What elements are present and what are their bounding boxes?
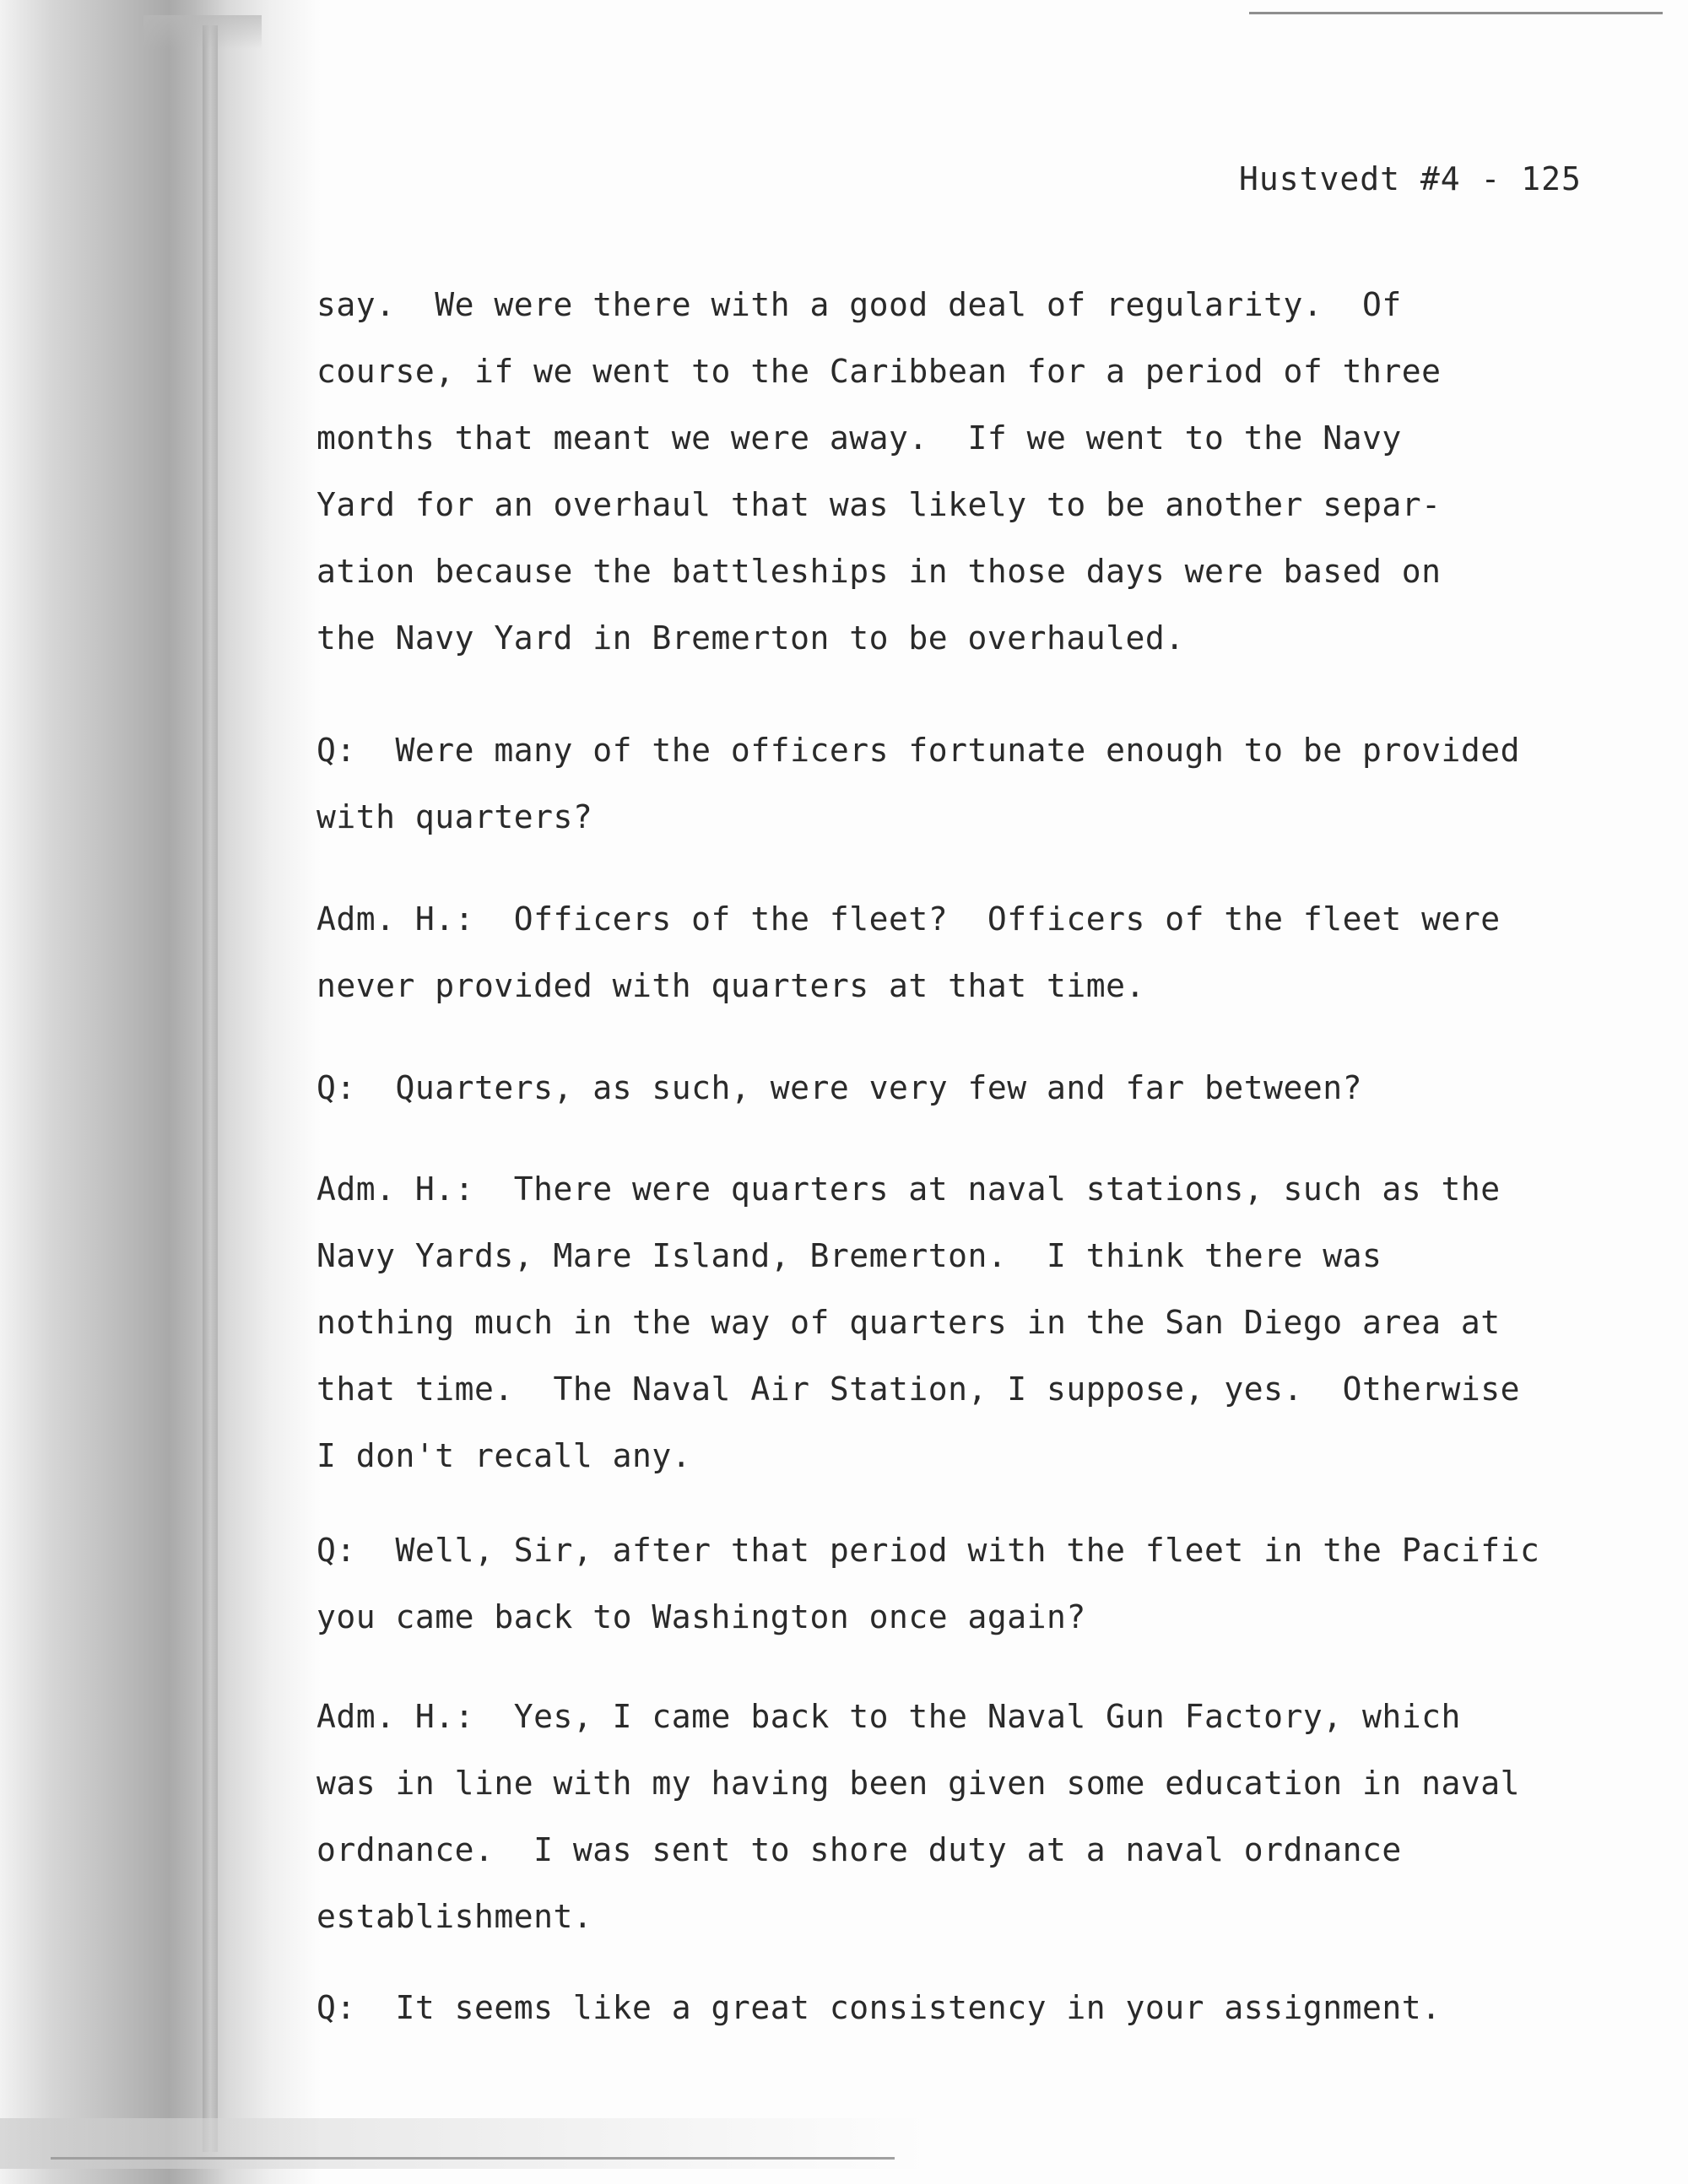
gutter-top-shadow [143, 15, 262, 49]
text-line: establishment. [316, 1898, 593, 1935]
text-line: Navy Yards, Mare Island, Bremerton. I think there was [316, 1237, 1382, 1274]
text-line: Q: It seems like a great consistency in your assignment. [316, 1989, 1442, 2026]
text-line: Adm. H.: Officers of the fleet? Officers of the fleet were [316, 900, 1501, 938]
question-paragraph [316, 717, 1566, 851]
question-paragraph [316, 1517, 1566, 1651]
bottom-edge-line [51, 2157, 895, 2160]
text-line: Q: Were many of the officers fortunate enough to be provided [316, 732, 1521, 769]
text-line: nothing much in the way of quarters in the San Diego area at [316, 1304, 1501, 1341]
text-line: Adm. H.: There were quarters at naval stations, such as the [316, 1170, 1501, 1208]
answer-paragraph [316, 1156, 1566, 1489]
text-line: months that meant we were away. If we went to the Navy [316, 419, 1402, 457]
question-paragraph [316, 1975, 1566, 2041]
text-line: say. We were there with a good deal of regularity. Of [316, 286, 1402, 323]
binding-fold [203, 25, 218, 2152]
top-edge-line [1249, 12, 1663, 14]
question-paragraph [316, 1055, 1566, 1122]
gutter-bottom-shadow [0, 2118, 928, 2169]
paragraph-continuation [316, 272, 1566, 672]
text-line: ation because the battleships in those days were based on [316, 553, 1442, 590]
text-line: never provided with quarters at that time. [316, 967, 1145, 1004]
text-line: the Navy Yard in Bremerton to be overhauled. [316, 619, 1185, 657]
text-line: you came back to Washington once again? [316, 1598, 1086, 1635]
text-line: Q: Quarters, as such, were very few and far between? [316, 1069, 1363, 1106]
answer-paragraph [316, 886, 1566, 1019]
page-header: Hustvedt #4 - 125 [1239, 160, 1582, 197]
answer-paragraph [316, 1684, 1566, 1950]
text-line: course, if we went to the Caribbean for a period of three [316, 353, 1442, 390]
text-line: was in line with my having been given some education in naval [316, 1765, 1521, 1802]
text-line: I don't recall any. [316, 1437, 692, 1474]
text-line: Adm. H.: Yes, I came back to the Naval Gun Factory, which [316, 1698, 1461, 1735]
text-line: Yard for an overhaul that was likely to be another separ- [316, 486, 1442, 523]
binding-gutter-shadow [0, 0, 321, 2184]
text-line: Q: Well, Sir, after that period with the fleet in the Pacific [316, 1532, 1540, 1569]
text-line: with quarters? [316, 798, 593, 835]
text-line: ordnance. I was sent to shore duty at a naval ordnance [316, 1831, 1402, 1868]
text-line: that time. The Naval Air Station, I suppose, yes. Otherwise [316, 1370, 1521, 1408]
